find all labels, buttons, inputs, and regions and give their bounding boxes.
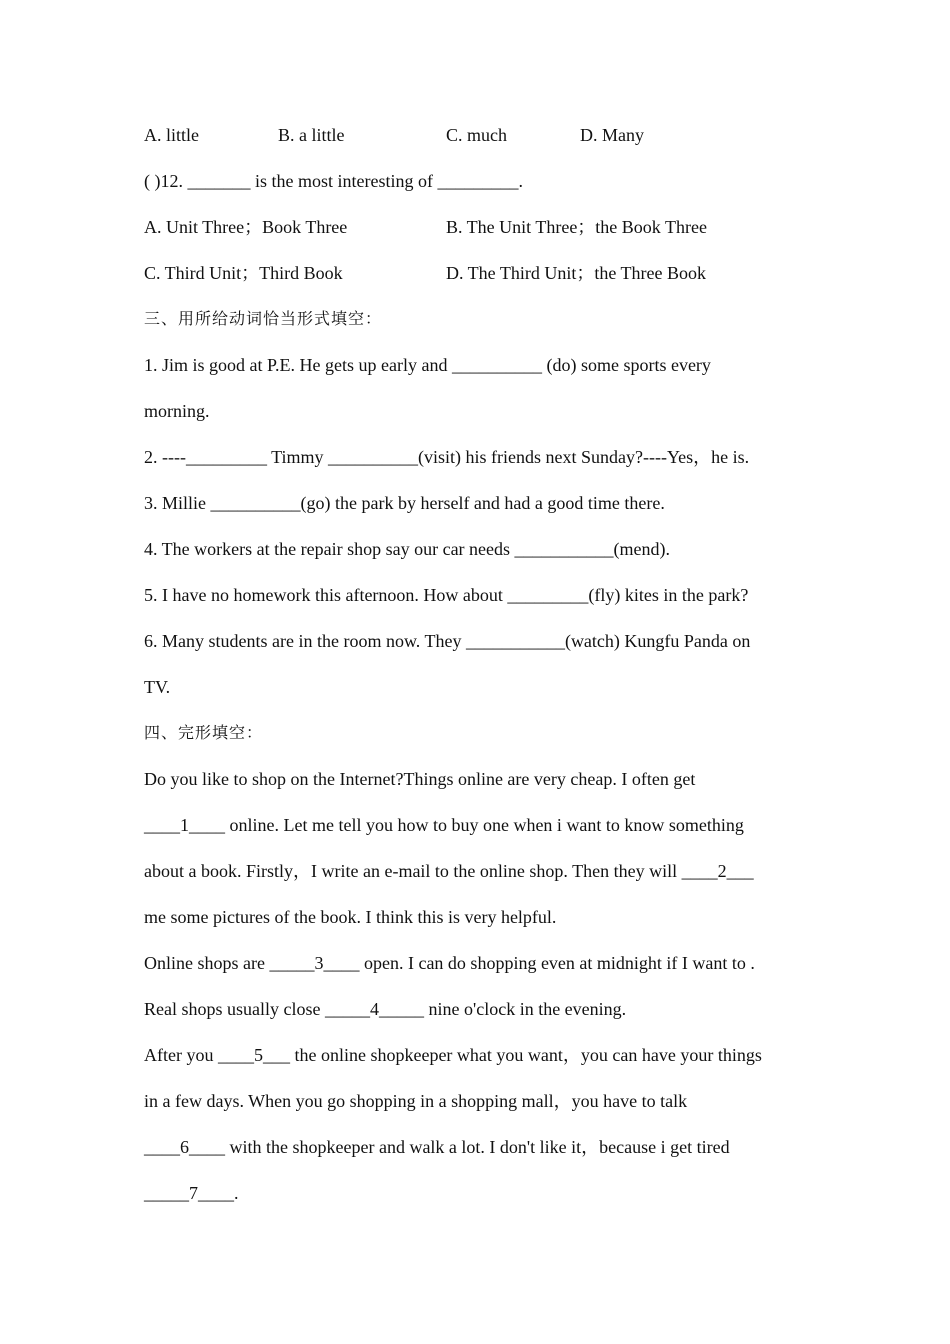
q11-option-a: A. little: [144, 125, 199, 145]
section3-line: TV.: [144, 677, 171, 697]
q12-option-d: D. The Third Unit；the Three Book: [446, 263, 706, 283]
section4-heading: 四、完形填空：: [144, 723, 264, 742]
cloze-line: ____6____ with the shopkeeper and walk a lot. I don't like it，because i get tired: [144, 1137, 730, 1157]
q12-stem: ( )12. _______ is the most interesting of _________.: [144, 171, 523, 191]
cloze-line: ____1____ online. Let me tell you how to buy one when i want to know something: [144, 815, 744, 835]
q11-option-b: B. a little: [278, 125, 345, 145]
q12-options-row-2: [144, 250, 809, 296]
section3-line: 3. Millie __________(go) the park by herself and had a good time there.: [144, 493, 665, 513]
section3-line: 5. I have no homework this afternoon. How about _________(fly) kites in the park?: [144, 585, 749, 605]
section3-line: 6. Many students are in the room now. They ___________(watch) Kungfu Panda on: [144, 631, 751, 651]
cloze-line: Do you like to shop on the Internet?Things online are very cheap. I often get: [144, 769, 696, 789]
q11-options-row: [144, 112, 809, 158]
q11-option-c: C. much: [446, 125, 507, 145]
q12-option-b: B. The Unit Three；the Book Three: [446, 217, 707, 237]
cloze-line: After you ____5___ the online shopkeeper what you want，you can have your things: [144, 1045, 762, 1065]
q12-options-row-1: [144, 204, 809, 250]
section3-line: 4. The workers at the repair shop say our car needs ___________(mend).: [144, 539, 671, 559]
section3-heading: 三、用所给动词恰当形式填空：: [144, 309, 383, 328]
cloze-line: about a book. Firstly，I write an e-mail to the online shop. Then they will ____2___: [144, 861, 754, 881]
section3-line: morning.: [144, 401, 210, 421]
section3-line: 2. ----_________ Timmy __________(visit) his friends next Sunday?----Yes，he is.: [144, 447, 750, 467]
cloze-line: _____7____.: [144, 1183, 239, 1203]
cloze-line: Real shops usually close _____4_____ nine o'clock in the evening.: [144, 999, 627, 1019]
section3-line: 1. Jim is good at P.E. He gets up early and __________ (do) some sports every: [144, 355, 711, 375]
worksheet-page: [144, 112, 809, 1216]
q12-option-a: A. Unit Three；Book Three: [144, 217, 348, 237]
cloze-line: Online shops are _____3____ open. I can do shopping even at midnight if I want to .: [144, 953, 755, 973]
q11-option-d: D. Many: [580, 125, 644, 145]
q12-option-c: C. Third Unit；Third Book: [144, 263, 343, 283]
cloze-line: in a few days. When you go shopping in a shopping mall，you have to talk: [144, 1091, 688, 1111]
cloze-line: me some pictures of the book. I think this is very helpful.: [144, 907, 557, 927]
